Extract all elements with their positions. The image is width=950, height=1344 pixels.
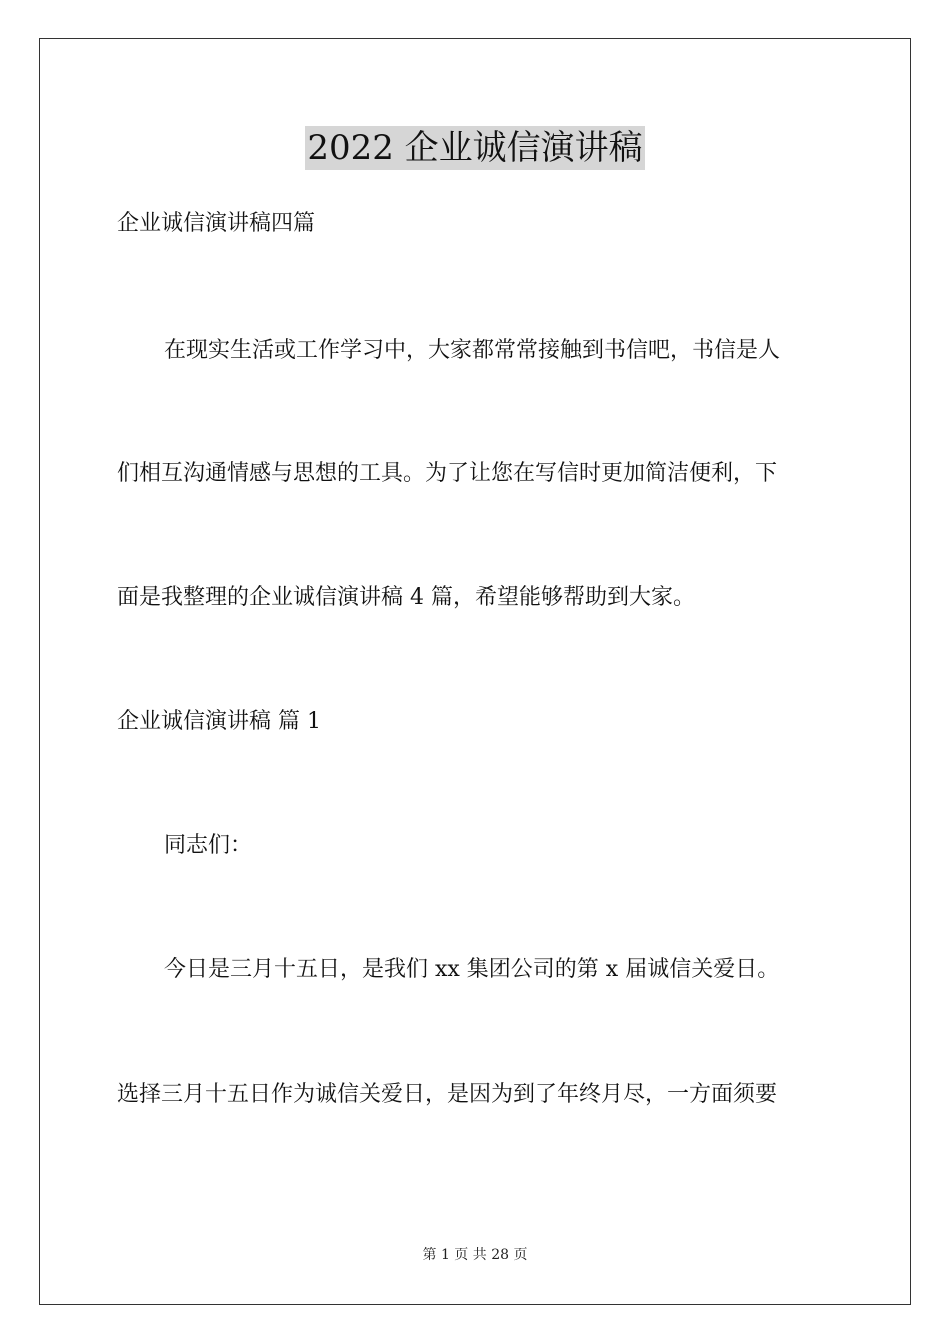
- body-line-2: 选择三月十五日作为诚信关爱日，是因为到了年终月尽，一方面须要: [117, 1082, 778, 1107]
- salutation: 同志们：: [164, 833, 253, 858]
- intro-paragraph-line-2: 们相互沟通情感与思想的工具。为了让您在写信时更加简洁便利，下: [117, 461, 778, 486]
- page-footer: 第 1 页 共 28 页: [422, 1247, 528, 1263]
- section-heading: 企业诚信演讲稿 篇 1: [117, 709, 321, 734]
- intro-paragraph-line-3: 面是我整理的企业诚信演讲稿 4 篇，希望能够帮助到大家。: [117, 585, 695, 610]
- intro-paragraph-line-1: 在现实生活或工作学习中，大家都常常接触到书信吧，书信是人: [164, 338, 781, 363]
- document-subtitle: 企业诚信演讲稿四篇: [117, 211, 316, 236]
- body-line-1: 今日是三月十五日，是我们 xx 集团公司的第 x 届诚信关爱日。: [164, 957, 780, 982]
- title-container: [0, 126, 950, 170]
- document-title: 2022 企业诚信演讲稿: [307, 128, 643, 168]
